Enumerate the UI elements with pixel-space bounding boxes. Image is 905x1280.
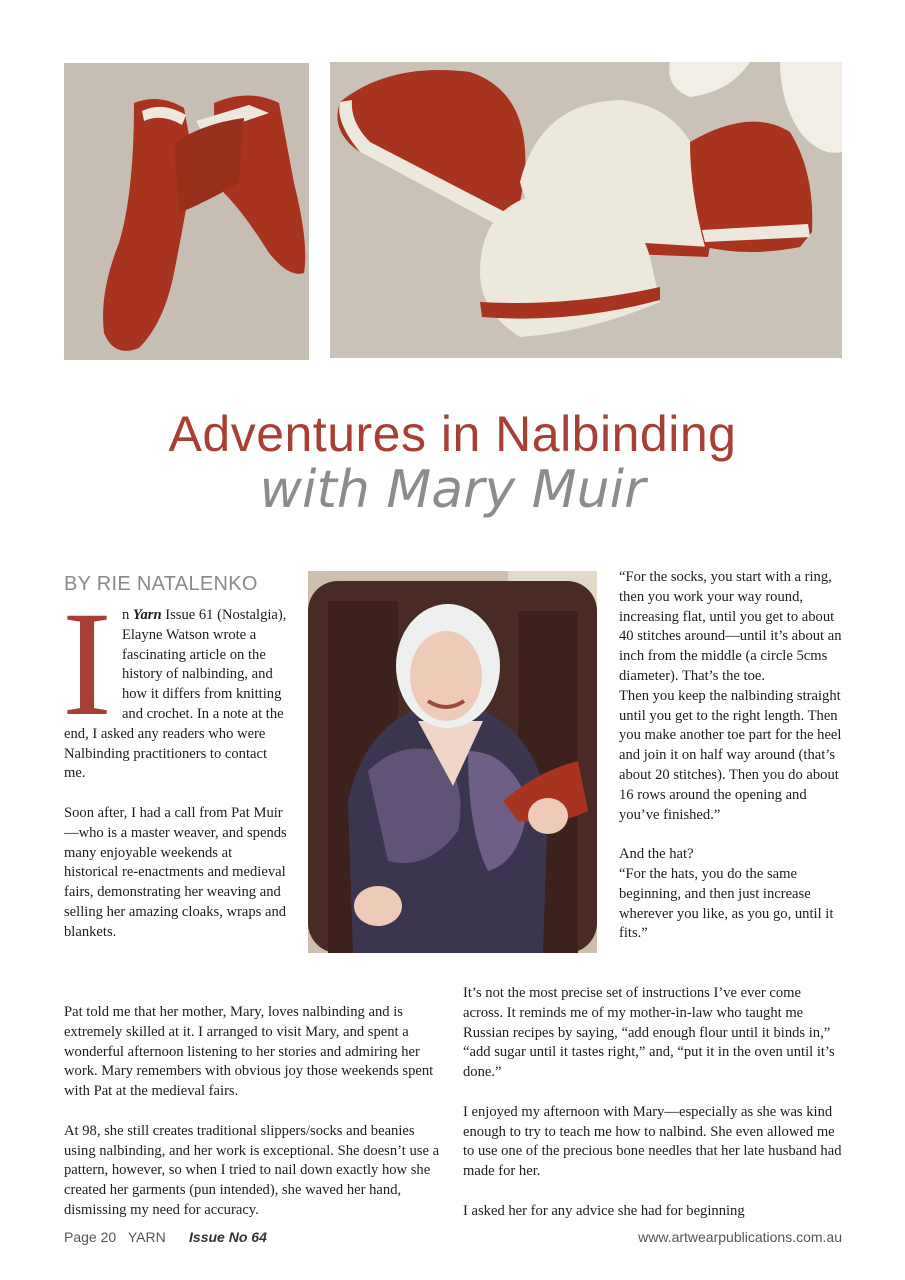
- footer-left: [64, 1229, 267, 1245]
- intro-start: n: [121, 607, 133, 623]
- right-wide-column: [463, 984, 843, 1222]
- question-hat: And the hat?: [619, 846, 694, 863]
- intro-rest: Issue 61 (Nostalgia), Elayne Watson wrote a fascinating article on the history of nalbinding, and how it differs from knitting and crochet. In a note at the end, I asked any readers who were Nalbinding practitioners to contact me.: [64, 607, 287, 782]
- left-wide-column: [64, 1003, 447, 1221]
- quote-socks-continued: Then you keep the nalbinding straight until you get to the right length. Then you make another toe part for the heel and join it on half way around (that’s about 20 stitches). Then you do about 16 rows around the opening and you’ve finished.”: [619, 687, 842, 823]
- photo-hats: [330, 62, 842, 358]
- magazine-name: YARN: [127, 1229, 166, 1245]
- paragraph-mary-skill: Pat told me that her mother, Mary, loves nalbinding and is extremely skilled at it. I arranged to visit Mary, and spent a wonderful afternoon listening to her stories and admiring her work. Mary remembers with obvious joy those weekends spent with Pat at the medieval fairs.: [64, 1004, 434, 1100]
- page-number: Page 20: [64, 1229, 117, 1245]
- quote-socks: “For the socks, you start with a ring, then you work your way round, increasing flat, until you get to about 40 stitches around—until it’s about an inch from the middle (a circle 5cms diameter). That’s the toe.: [619, 569, 842, 684]
- photo-mary-muir: [308, 571, 597, 953]
- footer-url[interactable]: www.artwearpublications.com.au: [638, 1229, 842, 1245]
- yarn-emphasis: Yarn: [132, 607, 162, 623]
- right-column: [619, 568, 844, 944]
- quote-hats: “For the hats, you do the same beginning, and then just increase wherever you like, as you go, until it fits.”: [619, 865, 834, 942]
- article-subtitle: with Mary Muir: [259, 460, 646, 520]
- paragraph-age-98: At 98, she still creates traditional slippers/socks and beanies using nalbinding, and her work is exceptional. She doesn’t use a pattern, however, so when I tried to nail down exactly how she created her garments (pun intended), she waved her hand, dismissing my need for accuracy.: [64, 1122, 440, 1218]
- photo-red-socks: [64, 63, 309, 360]
- byline: BY RIE NATALENKO: [64, 573, 258, 595]
- paragraph-instructions: It’s not the most precise set of instructions I’ve ever come across. It reminds me of my mother-in-law who taught me Russian recipes by saying, “add enough flour until it binds in,” “add sugar until it tastes right,” and, “put it in the oven until it’s done.”: [463, 985, 835, 1081]
- paragraph-pat-muir: Soon after, I had a call from Pat Muir—who is a master weaver, and spends many enjoyable weekends at historical re-enactments and medieval fairs, demonstrating her weaving and selling her amazing cloaks, wraps and blankets.: [64, 804, 287, 940]
- paragraph-afternoon: I enjoyed my afternoon with Mary—especially as she was kind enough to try to teach me how to nalbind. She even allowed me to use one of the precious bone needles that her late husband had made for her.: [463, 1103, 842, 1180]
- issue-number: Issue No 64: [189, 1229, 267, 1245]
- paragraph-advice: I asked her for any advice she had for beginning: [463, 1202, 745, 1219]
- article-title: Adventures in Nalbinding: [168, 406, 737, 462]
- drop-cap: I: [62, 581, 112, 747]
